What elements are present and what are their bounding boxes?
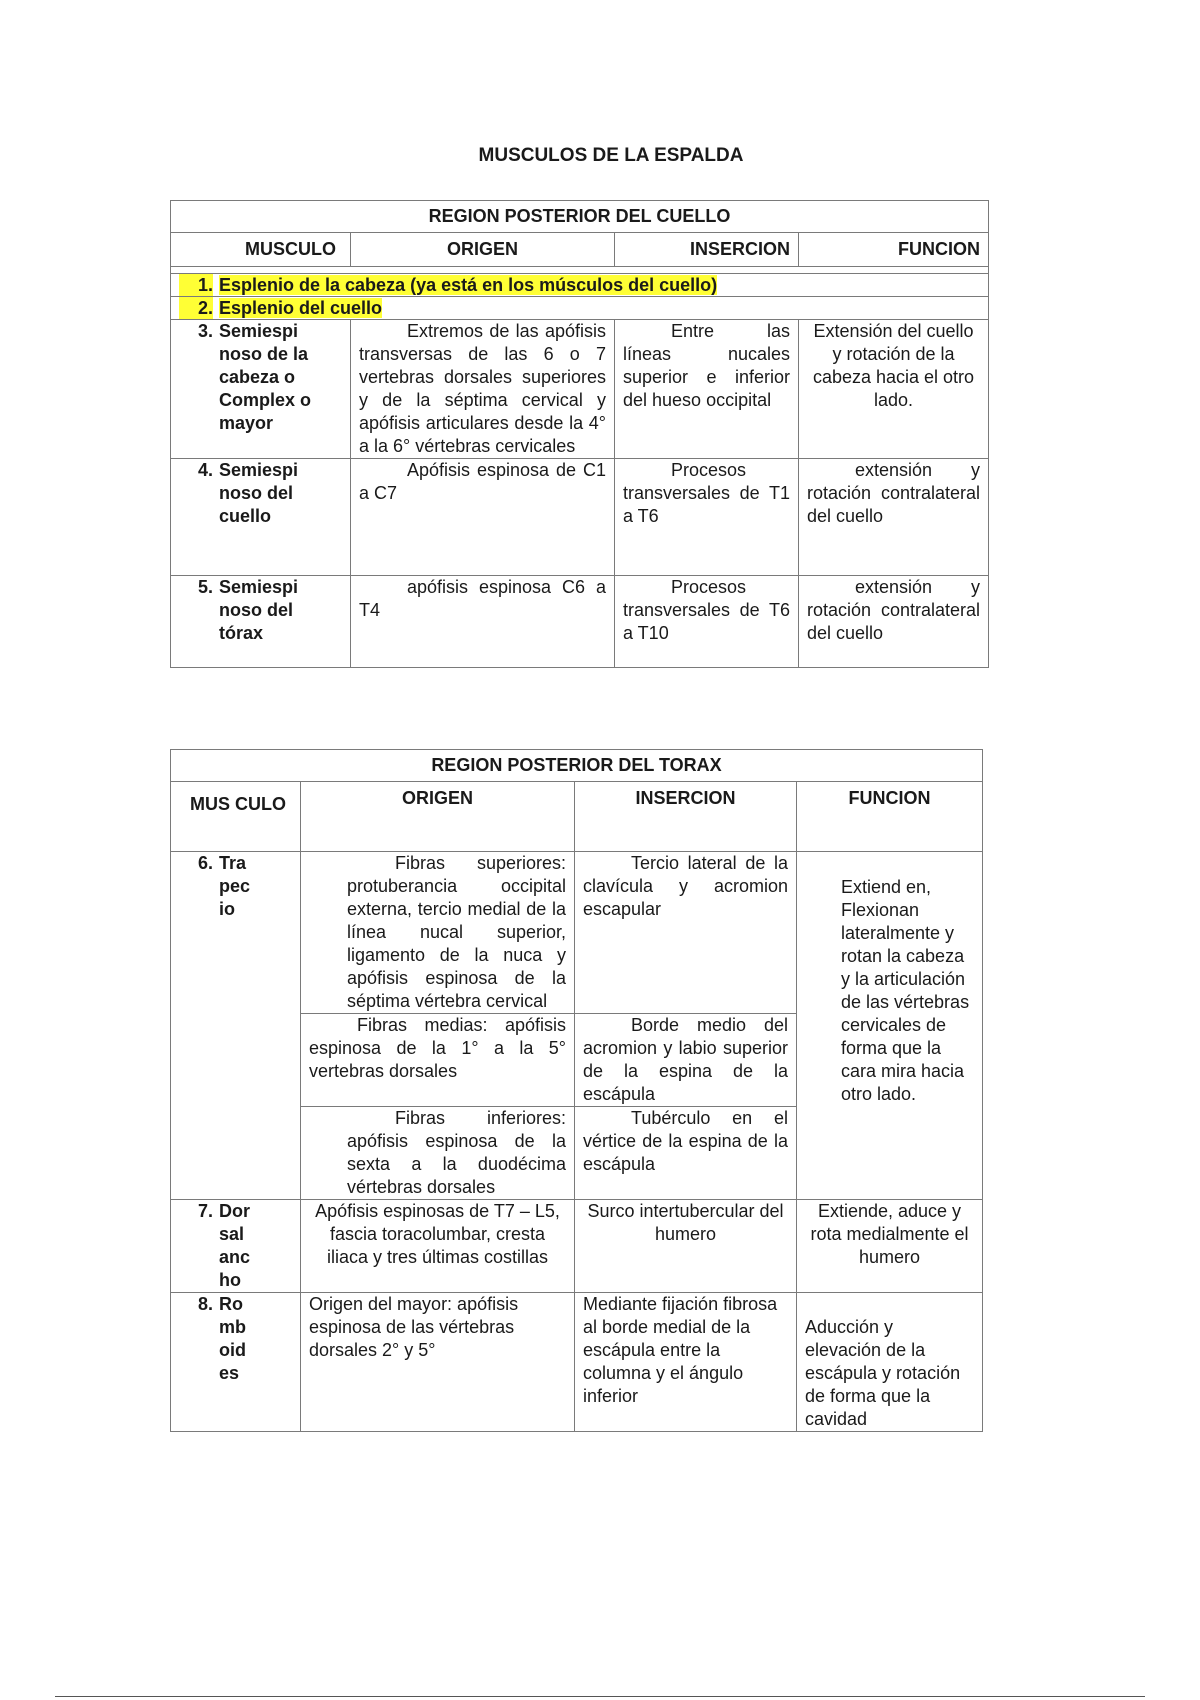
funcion-cell: extensión y rotación contralateral del cuello bbox=[799, 576, 989, 668]
table-row bbox=[171, 274, 989, 297]
row-number: 5. bbox=[197, 577, 213, 597]
muscle-name: Semiespi noso del tórax bbox=[219, 577, 299, 643]
header-insercion: INSERCION bbox=[615, 233, 799, 267]
table-row bbox=[171, 320, 989, 459]
origen-cell: Extremos de las apófisis transversas de las 6 o 7 vertebras dorsales superiores y de la séptima cervical y apófisis articulares desde la 4° a la 6° vértebras cervicales bbox=[351, 320, 615, 459]
origen-cell: Apófisis espinosa de C1 a C7 bbox=[351, 459, 615, 576]
table-row bbox=[171, 297, 989, 320]
table-neck-region bbox=[170, 200, 989, 668]
header-musculo: MUS CULO bbox=[171, 782, 301, 852]
origen-cell: Origen del mayor: apófisis espinosa de las vértebras dorsales 2° y 5° bbox=[301, 1293, 575, 1432]
header-funcion: FUNCION bbox=[797, 782, 983, 852]
table-row bbox=[171, 1200, 983, 1293]
table-row bbox=[171, 1293, 983, 1432]
highlighted-muscle: Esplenio de la cabeza (ya está en los músculos del cuello) bbox=[219, 275, 718, 295]
muscle-name: Semiespi noso de la cabeza o Complex o mayor bbox=[219, 321, 312, 433]
insercion-cell: Surco intertubercular del humero bbox=[575, 1200, 797, 1293]
insercion-cell: Entre las líneas nucales superior e inferior del hueso occipital bbox=[615, 320, 799, 459]
muscle-name: Ro mb oid es bbox=[219, 1294, 246, 1383]
muscle-name: Dor sal anc ho bbox=[219, 1201, 251, 1290]
table-row bbox=[171, 852, 983, 1014]
header-origen: ORIGEN bbox=[351, 233, 615, 267]
row-number: 2. bbox=[179, 297, 213, 319]
funcion-cell: Aducción y elevación de la escápula y rotación de forma que la cavidad bbox=[797, 1293, 983, 1432]
table-thorax-region bbox=[170, 749, 983, 1432]
header-funcion: FUNCION bbox=[799, 233, 989, 267]
header-musculo: MUSCULO bbox=[171, 233, 351, 267]
origen-cell: Fibras inferiores: apófisis espinosa de la sexta a la duodécima vértebras dorsales bbox=[301, 1107, 575, 1200]
row-number: 4. bbox=[197, 460, 213, 480]
funcion-cell: Extensión del cuello y rotación de la cabeza hacia el otro lado. bbox=[799, 320, 989, 459]
header-origen: ORIGEN bbox=[301, 782, 575, 852]
table-title: REGION POSTERIOR DEL CUELLO bbox=[171, 201, 989, 233]
origen-cell: Fibras superiores: protuberancia occipital externa, tercio medial de la línea nucal superior, ligamento de la nuca y apófisis espinosa de la séptima vértebra cervical bbox=[301, 852, 575, 1014]
row-number: 7. bbox=[197, 1201, 213, 1221]
funcion-cell: extensión y rotación contralateral del cuello bbox=[799, 459, 989, 576]
row-number: 3. bbox=[197, 321, 213, 341]
insercion-cell: Mediante fijación fibrosa al borde medial de la escápula entre la columna y el ángulo inferior bbox=[575, 1293, 797, 1432]
muscle-name: Tra pec io bbox=[219, 853, 251, 919]
table-row bbox=[171, 576, 989, 668]
insercion-cell: Borde medio del acromion y labio superior de la espina de la escápula bbox=[575, 1014, 797, 1107]
row-number: 8. bbox=[197, 1294, 213, 1314]
table-row bbox=[171, 459, 989, 576]
origen-cell: Apófisis espinosas de T7 – L5, fascia toracolumbar, cresta iliaca y tres últimas costillas bbox=[301, 1200, 575, 1293]
row-number: 1. bbox=[179, 274, 213, 296]
table-title: REGION POSTERIOR DEL TORAX bbox=[171, 750, 983, 782]
muscle-name: Semiespi noso del cuello bbox=[219, 460, 299, 526]
funcion-cell: Extiend en, Flexionan lateralmente y rotan la cabeza y la articulación de las vértebras cervicales de forma que la cara mira hacia otro lado. bbox=[797, 852, 983, 1200]
insercion-cell: Procesos transversales de T1 a T6 bbox=[615, 459, 799, 576]
insercion-cell: Tercio lateral de la clavícula y acromion escapular bbox=[575, 852, 797, 1014]
insercion-cell: Tubérculo en el vértice de la espina de la escápula bbox=[575, 1107, 797, 1200]
header-insercion: INSERCION bbox=[575, 782, 797, 852]
highlighted-muscle: Esplenio del cuello bbox=[219, 298, 383, 318]
funcion-cell: Extiende, aduce y rota medialmente el humero bbox=[797, 1200, 983, 1293]
page-footer-rule bbox=[55, 1696, 1145, 1697]
document-title: MUSCULOS DE LA ESPALDA bbox=[478, 145, 744, 166]
row-number: 6. bbox=[197, 853, 213, 873]
insercion-cell: Procesos transversales de T6 a T10 bbox=[615, 576, 799, 668]
origen-cell: Fibras medias: apófisis espinosa de la 1° a la 5° vertebras dorsales bbox=[301, 1014, 575, 1107]
origen-cell: apófisis espinosa C6 a T4 bbox=[351, 576, 615, 668]
